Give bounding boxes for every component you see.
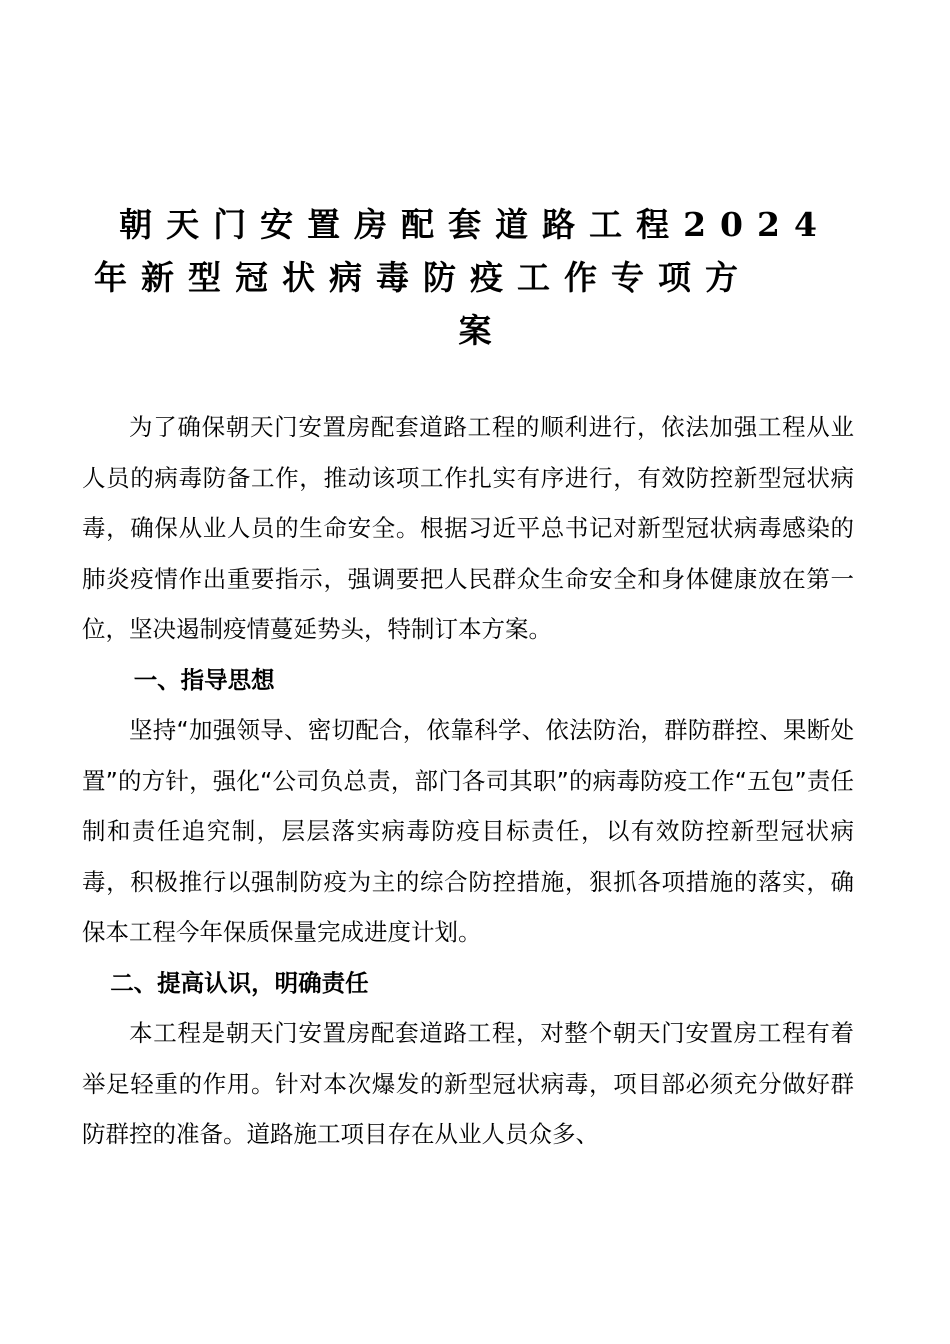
title-line-2: 年新型冠状病毒防疫工作专项方 <box>94 258 752 297</box>
section-1-paragraph: 坚持“加强领导、密切配合，依靠科学、依法防治，群防群控、果断处置”的方针，强化“公司负总责，部门各司其职”的病毒防疫工作“五包”责任制和责任追究制，层层落实病毒防疫目标责任，以有效防控新型冠状病毒，积极推行以强制防疫为主的综合防控措施，狠抓各项措施的落实，确保本工程今年保质保量完成进度计划。 <box>82 716 854 946</box>
title-line-3: 案 <box>458 311 492 350</box>
document-title <box>80 198 870 357</box>
section-1-heading: 一、指导思想 <box>133 665 275 694</box>
intro-paragraph: 为了确保朝天门安置房配套道路工程的顺利进行，依法加强工程从业人员的病毒防备工作，推动该项工作扎实有序进行，有效防控新型冠状病毒，确保从业人员的生命安全。根据习近平总书记对新型冠状病毒感染的肺炎疫情作出重要指示，强调要把人民群众生命安全和身体健康放在第一位，坚决遏制疫情蔓延势头，特制订本方案。 <box>82 413 854 643</box>
section-2-paragraph: 本工程是朝天门安置房配套道路工程，对整个朝天门安置房工程有着举足轻重的作用。针对本次爆发的新型冠状病毒，项目部必须充分做好群防群控的准备。道路施工项目存在从业人员众多、 <box>82 1019 854 1148</box>
section-2-heading: 二、提高认识，明确责任 <box>110 968 369 997</box>
title-line-1: 朝天门安置房配套道路工程2024 <box>119 205 831 244</box>
document-body <box>82 402 854 1160</box>
